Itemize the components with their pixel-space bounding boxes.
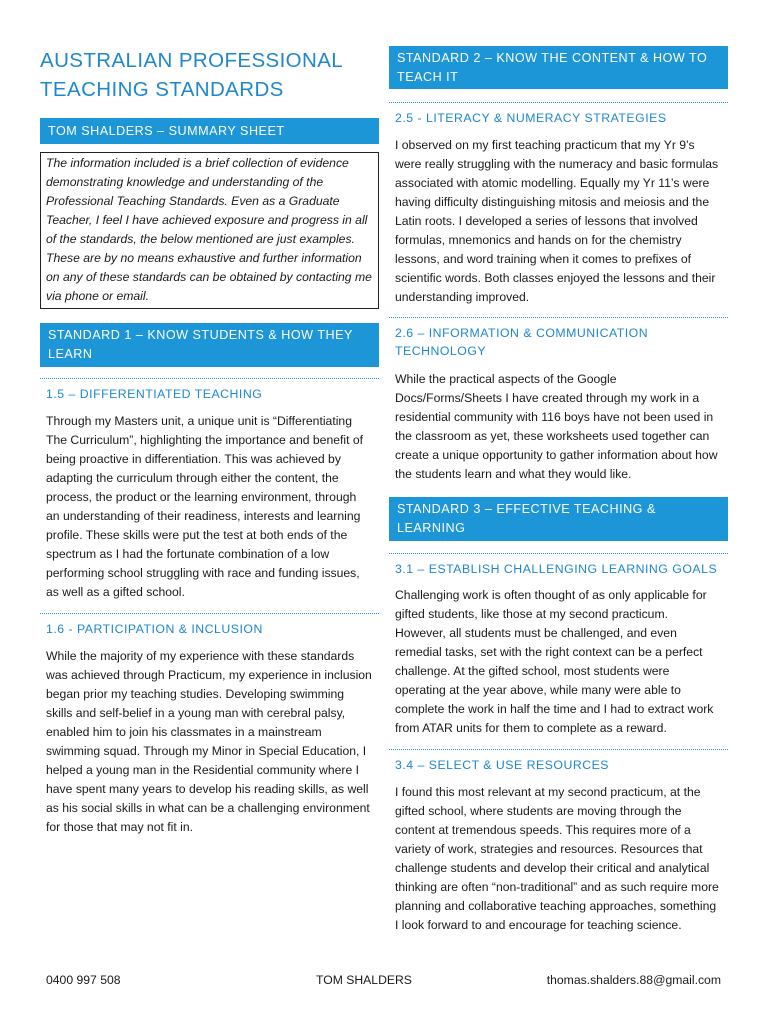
- footer-email: thomas.shalders.88@gmail.com: [546, 973, 721, 987]
- footer-name: TOM SHALDERS: [316, 973, 412, 987]
- intro-note-box: [40, 152, 379, 309]
- title-line-2: TEACHING STANDARDS: [40, 78, 284, 101]
- section-2-5-heading: [389, 102, 728, 128]
- section-3-4-title: 3.4 – SELECT & USE RESOURCES: [395, 758, 610, 772]
- section-1-5-body: Through my Masters unit, a unique unit is “Differentiating The Curriculum”, highlighting the importance and benefit of being proactive in differentiation. This was achieved by adapting the curriculum through either the content, the process, the product or the learning environment, through an understanding of their readiness, interests and learning profile. These skills were put the test at both ends of the spectrum as I had the fortunate combination of a low performing school struggling with race and funding issues, as well as a gifted school.: [46, 414, 364, 599]
- standard-1-bar: [40, 323, 379, 367]
- standard-2-title: STANDARD 2 – KNOW THE CONTENT & HOW TO TEACH IT: [397, 50, 708, 84]
- summary-sheet-label: TOM SHALDERS – SUMMARY SHEET: [48, 123, 285, 138]
- section-3-1-body: Challenging work is often thought of as only applicable for gifted students, like those at my second practicum. However, all students must be challenged, and even remedial tasks, set with the right context can be a perfect challenge. At the gifted school, most students were operating at the year above, while many were able to complete the work in half the time and I had to extract work from ATAR units for them to complete as a reward.: [395, 588, 714, 735]
- section-2-6-body: While the practical aspects of the Google Docs/Forms/Sheets I have created through my work in a residential community with 116 boys have not been used in the classroom as yet, these worksheets used together can create a unique opportunity to gather information about how the students learn and what they would like.: [395, 372, 718, 481]
- section-2-6-heading: [389, 317, 728, 361]
- section-1-5-heading: [40, 378, 379, 404]
- title-line-1: AUSTRALIAN PROFESSIONAL: [40, 49, 344, 72]
- section-1-5-title: 1.5 – DIFFERENTIATED TEACHING: [46, 387, 263, 401]
- standard-2-bar: [389, 46, 728, 89]
- section-2-5-title: 2.5 - LITERACY & NUMERACY STRATEGIES: [395, 111, 667, 125]
- standard-1-title: STANDARD 1 – KNOW STUDENTS & HOW THEY LEARN: [48, 328, 353, 361]
- section-3-1-heading: [389, 553, 728, 579]
- intro-note-text: The information included is a brief collection of evidence demonstrating knowledge and understanding of the Professional Teaching Standards. Even as a Graduate Teacher, I feel I have achieved exposure and progress in all of the standards, the below mentioned are just examples. These are by no means exhaustive and further information on any of these standards can be obtained by contacting me via phone or email.: [46, 156, 372, 303]
- footer-phone: 0400 997 508: [46, 973, 121, 987]
- standard-3-bar: [389, 497, 728, 541]
- page-title: [40, 46, 379, 104]
- section-2-6-title: 2.6 – INFORMATION & COMMUNICATION TECHNOLOGY: [395, 326, 649, 358]
- section-3-4-body: I found this most relevant at my second practicum, at the gifted school, where students are moving through the content at tremendous speeds. This requires more of a variety of work, strategies and resources. Resources that challenge students and develop their critical and analytical thinking are often “non-traditional” and as such require more planning and collaborative teaching approaches, something I look forward to and encourage for teaching science.: [395, 785, 719, 932]
- section-1-6-title: 1.6 - PARTICIPATION & INCLUSION: [46, 622, 263, 636]
- section-1-6-heading: [40, 613, 379, 639]
- section-1-6-body: While the majority of my experience with these standards was achieved through Practicum, my experience in inclusion began prior my teaching studies. Developing swimming skills and self-belief in a young man with cerebral palsy, enabled him to join his classmates in a mainstream swimming squad. Through my Minor in Special Education, I helped a young man in the Residential community where I have spent many years to develop his reading skills, as well as his social skills in what can be a challenging environment for those that may not fit in.: [46, 649, 372, 834]
- section-2-5-body: I observed on my first teaching practicum that my Yr 9’s were really struggling with the numeracy and basic formulas associated with atomic modelling. Equally my Yr 11’s were having difficulty distinguishing mitosis and meiosis and the Latin roots. I developed a series of lessons that involved formulas, mnemonics and hands on for the chemistry lessons, and word training when it comes to prefixes of scientific words. Both classes enjoyed the lessons and their understanding improved.: [395, 138, 719, 304]
- section-3-4-heading: [389, 749, 728, 775]
- summary-sheet-bar: [40, 118, 379, 144]
- standard-3-title: STANDARD 3 – EFFECTIVE TEACHING & LEARNING: [397, 502, 656, 535]
- section-3-1-title: 3.1 – ESTABLISH CHALLENGING LEARNING GOALS: [395, 562, 718, 576]
